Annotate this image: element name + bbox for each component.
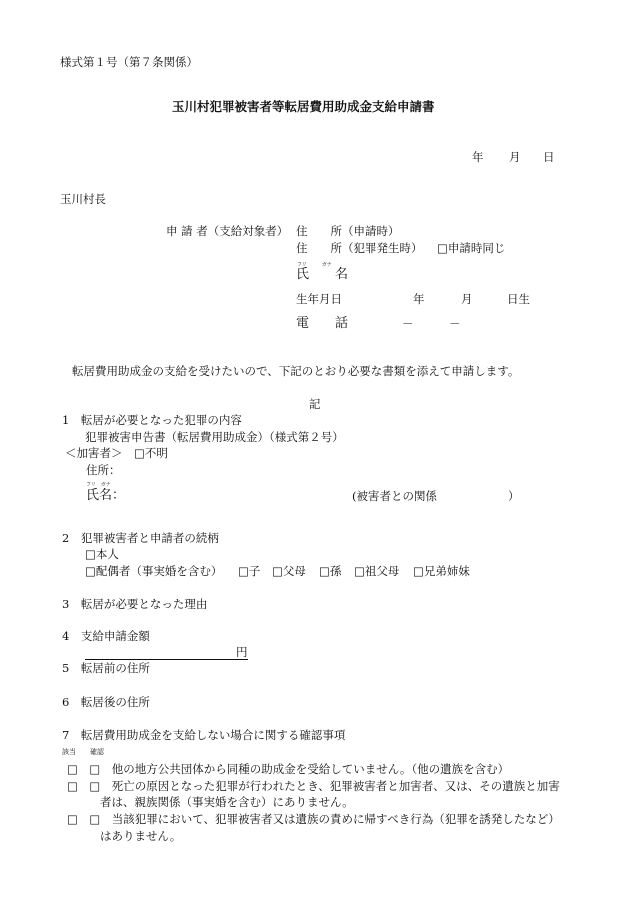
form-number: 様式第１号（第７条関係） xyxy=(60,55,198,69)
confirm-item-2[interactable]: □ □ 死亡の原因となった犯罪が行われたとき、犯罪被害者と加害者、又は、その遺族と加害 xyxy=(67,779,560,793)
relation-parent-checkbox[interactable]: □父母 xyxy=(272,564,306,578)
relation-grandparent-checkbox[interactable]: □祖父母 xyxy=(354,564,400,578)
dob-month: 月 xyxy=(461,292,473,306)
relation-grandchild-checkbox[interactable]: □孫 xyxy=(319,564,342,578)
relation-close: ） xyxy=(508,489,520,503)
relation-self-checkbox[interactable]: □本人 xyxy=(85,547,119,561)
amount-field[interactable] xyxy=(85,645,248,660)
ki-label: 記 xyxy=(309,397,321,411)
phone-dash-2: － xyxy=(449,317,461,331)
confirm-item-1[interactable]: □ □ 他の地方公共団体から同種の助成金を受給していません。（他の遺族を含む） xyxy=(67,762,510,776)
date-day: 日 xyxy=(543,150,555,164)
confirm-item-3-cont: はありません。 xyxy=(100,829,182,843)
perpetrator-label: ＜加害者＞ □不明 xyxy=(65,446,168,460)
name-ruby: フリ ガナ xyxy=(297,262,332,268)
section-3-heading: 3 転居が必要となった理由 xyxy=(62,597,208,611)
intro-text: 転居費用助成金の支給を受けたいので、下記のとおり必要な書類を添えて申請します。 xyxy=(72,364,520,378)
relation-sibling-checkbox[interactable]: □兄弟姉妹 xyxy=(413,564,470,578)
perpetrator-name: 氏名： xyxy=(86,488,126,503)
relation-open: (被害者との関係 xyxy=(352,489,437,503)
addressee: 玉川村長 xyxy=(60,192,106,206)
name-label: 氏 名 xyxy=(296,267,349,282)
relation-spouse-checkbox[interactable]: □配偶者（事実婚を含む） xyxy=(85,564,223,578)
address-now-label: 住 所（申請時） xyxy=(296,224,400,238)
perpetrator-address: 住所： xyxy=(86,463,121,477)
section-1-heading: 1 転居が必要となった犯罪の内容 xyxy=(62,413,242,427)
page-title: 玉川村犯罪被害者等転居費用助成金支給申請書 xyxy=(172,99,435,114)
section-1-report: 犯罪被害申告書（転居費用助成金）（様式第２号） xyxy=(85,430,344,444)
section-2-heading: 2 犯罪被害者と申請者の続柄 xyxy=(62,531,219,545)
section-4-heading: 4 支給申請金額 xyxy=(62,629,150,643)
same-as-now-checkbox[interactable]: □申請時同じ xyxy=(437,241,506,255)
dob-day: 日生 xyxy=(507,292,530,306)
confirm-item-3[interactable]: □ □ 当該犯罪において、犯罪被害者又は遺族の責めに帰すべき行為（犯罪を誘発したなど） xyxy=(67,812,560,826)
relation-child-checkbox[interactable]: □子 xyxy=(238,564,261,578)
yen-label: 円 xyxy=(236,645,248,659)
address-crime-label: 住 所（犯罪発生時） xyxy=(296,241,423,255)
phone-dash-1: － xyxy=(402,317,414,331)
section-6-heading: 6 転居後の住所 xyxy=(62,695,150,709)
section-7-heading: 7 転居費用助成金を支給しない場合に関する確認事項 xyxy=(62,728,346,742)
section-7-column-headers: 該当 確認 xyxy=(62,748,104,756)
phone-label: 電 話 xyxy=(296,316,349,331)
dob-year: 年 xyxy=(413,292,425,306)
confirm-item-2-cont: 者は、親族関係（事実婚を含む）にありません。 xyxy=(100,795,354,809)
section-5-heading: 5 転居前の住所 xyxy=(62,661,150,675)
applicant-label: 申 請 者（支給対象者） xyxy=(166,224,289,238)
perpetrator-name-ruby: フリ ガナ xyxy=(86,482,111,488)
date-month: 月 xyxy=(509,150,521,164)
date-year: 年 xyxy=(472,150,484,164)
dob-label: 生年月日 xyxy=(296,292,342,306)
